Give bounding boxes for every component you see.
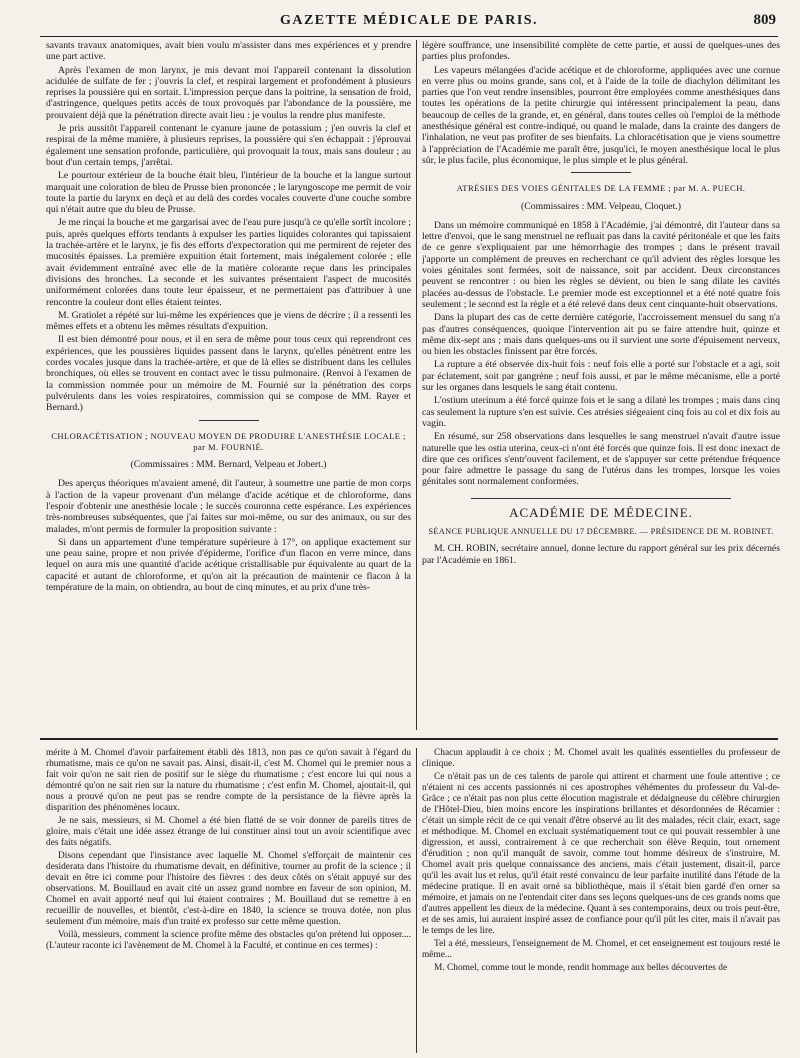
separator bbox=[471, 498, 731, 499]
journal-title: GAZETTE MÉDICALE DE PARIS. bbox=[279, 13, 539, 28]
seance-heading: SÉANCE PUBLIQUE ANNUELLE DU 17 DÉCEMBRE. — PRÉSIDENCE DE M. ROBINET. bbox=[428, 526, 774, 536]
paragraph: légère souffrance, une insensibilité complète de cette partie, et aussi de quelques-unes des parties plus profondes. bbox=[422, 40, 780, 63]
page-number: 809 bbox=[753, 12, 776, 28]
column-bottom-right bbox=[422, 748, 780, 1053]
paragraph: Les vapeurs mélangées d'acide acétique et de chloroforme, appliquées avec une cornue en verre plus ou moins grande, sans col, et à l'aide de la toile de diachylon délimitant les parties que l'on veut rendre insensibles, pourront être employées comme anesthésiques dans toutes les opérations de la petite chirurgie qui intéressent principalement la peau, dans beaucoup de celles de la grande, et, en général, dans toutes celles où l'emploi de la méthode anesthésique général est contre-indiqué, ou quand le malade, dans la crainte des dangers de l'inhalation, ne veut pas profiter de ses bienfaits. La chloracétisation que je viens soumettre à l'appréciation de l'Académie me paraît être, jusqu'ici, le moyen anesthésique local le plus sûr, le plus facile, plus économique, le plus simple et le plus général. bbox=[422, 64, 780, 166]
column-top-right bbox=[422, 40, 780, 730]
paragraph: M. CH. ROBIN, secrétaire annuel, donne lecture du rapport général sur les prix décernés par l'Académie en 1861. bbox=[422, 543, 780, 566]
paragraph: Des aperçus théoriques m'avaient amené, dit l'auteur, à soumettre une partie de mon corps à l'action de la vapeur provenant d'un mélange d'acide acétique et de chloroforme, dans l'espoir d'obtenir une anesthésie locale ; le succès couronna cette espérance. Les expériences très-nombreuses subséquentes, que j'ai faites sur moi-même, ou sur des animaux, ou sur des malades, m'ont permis de formuler la proposition suivante : bbox=[46, 478, 411, 535]
paragraph: Chacun applaudit à ce choix ; M. Chomel avait les qualités essentielles du professeur de clinique. bbox=[422, 748, 780, 769]
section-title: ATRÉSIES DES VOIES GÉNITALES DE LA FEMME ; par M. A. PUECH. bbox=[456, 183, 746, 194]
paragraph: Ce n'était pas un de ces talents de parole qui attirent et charment une foule attentive ; ce n'étaient ni ces accents passionnés ni ces apostrophes véhémentes du professeur du Val-de-Grâce ; ce n'était pas non plus cette élocution magistrale et dédaigneuse du célèbre chirurgien de l'Hôtel-Dieu, bien moins encore les inspirations brillantes et désordonnées de Récamier : c'était un simple récit de ce qui venait d'être observé au lit des malades, récit clair, exact, sage et méthodique. M. Chomel en excluait systématiquement tout ce qui pouvait ressembler à une digression, et aussi, contrairement à ce que recherchait son élève Requin, tout ornement d'érudition ; non qu'il manquât de savoir, comme tout homme désireux de s'instruire, M. Chomel avait pris quelque connaissance des anciens, mais c'était justement, disait-il, parce qu'il les avait lus et relus, qu'il était resté convaincu de leur parfaite inutilité dans l'étude de la médecine pratique. Il en avait orné sa bibliothèque, mais il s'était bien gardé d'en orner sa mémoire, et jamais on ne l'entendait citer dans ses leçons quelques-uns de ces grands noms que d'autres appellent les dieux de la médecine. Quant à ses contemporains, deux ou trois peut-être, et de ses amis, lui auraient inspiré assez de confiance pour qu'il pût les citer, mais il n'avait pas le temps de les lire. bbox=[422, 772, 780, 936]
paragraph: Je pris aussitôt l'appareil contenant le cyanure jaune de potassium ; j'en ouvris la clef et respirai de la même manière, à plusieurs reprises, la poussière qui s'en échappait : j'éprouvai également une sensation profonde, particulière, qui provoquait la toux, mais sans douleur ; au bout d'un certain temps, j'arrêtai. bbox=[46, 123, 411, 168]
section-divider bbox=[40, 738, 778, 740]
paragraph: Le pourtour extérieur de la bouche était bleu, l'intérieur de la bouche et la langue surtout marquait une coloration de bleu de Prusse bien prononcée ; le laryngoscope me permit de voir toute la partie du larynx en deçà et au delà des cordes vocales couverte d'une couche sombre qui n'était autre que du bleu de Prusse. bbox=[46, 170, 411, 216]
paragraph: mérite à M. Chomel d'avoir parfaitement établi dès 1813, non pas ce qu'on savait à l'égard du rhumatisme, mais ce qu'on ne savait pas. Ainsi, disait-il, c'est M. Chomel qui le premier nous a fait voir qu'on ne sait rien de positif sur le siège du rhumatisme ; c'est encore lui qui nous a démontré qu'on ne sait rien sur la nature du rhumatisme ; c'est enfin M. Chomel, ajoutait-il, qui nous a prouvé qu'on ne peut pas se rendre compte de la persistance de la fièvre après la disparition des phénomènes locaux. bbox=[46, 748, 411, 813]
column-divider-bottom bbox=[416, 748, 417, 1053]
page-header bbox=[40, 10, 778, 37]
paragraph: En résumé, sur 258 observations dans lesquelles le sang menstruel n'avait d'autre issue naturelle que les ostia uterina, ceux-ci n'ont été forcés que quinze fois. Il est donc inexact de dire que ces orifices s'entr'ouvent facilement, et de s'appuyer sur cette prétendue fréquence pour faire admettre le passage du sang de l'utérus dans les trompes, lorsque les voies génitales sont normalement conformées. bbox=[422, 431, 780, 488]
paragraph: Je ne sais, messieurs, si M. Chomel a été bien flatté de se voir donner de pareils titres de gloire, mais c'était une idée assez étrange de lui constituer ainsi tout un avoir scientifique avec des faits négatifs. bbox=[46, 816, 411, 848]
paragraph: M. Chomel, comme tout le monde, rendit hommage aux belles découvertes de bbox=[434, 963, 728, 973]
paragraph: savants travaux anatomiques, avait bien voulu m'assister dans mes expériences et y prendre une part active. bbox=[46, 40, 411, 63]
column-bottom-left bbox=[46, 748, 411, 1053]
column-top-left bbox=[46, 40, 411, 730]
paragraph: Après l'examen de mon larynx, je mis devant moi l'appareil contenant la dissolution acidulée de sulfate de fer ; j'ouvris la clef, et respirai largement et profondément à plusieurs reprises la poussière qui en sortait. L'impression perçue dans la poitrine, la sensation de froid, d'astringence, quelques petits accès de toux provoqués par l'abondance de la poussière, me prouvaient déjà que la pénétration directe avait lieu : je voulus la rendre plus manifeste. bbox=[46, 64, 411, 121]
paragraph: Dans la plupart des cas de cette dernière catégorie, l'accroissement mensuel du sang n'a pas d'autres conséquences, quoique l'intervention ait pu se faire attendre huit, quinze et même dix-sept ans ; mais dans quelques-uns ou il survient une sorte d'épuisement nerveux, ou bien les obstacles finissent par être forcés. bbox=[422, 312, 780, 358]
paragraph: M. Gratiolet a répété sur lui-même les expériences que je viens de décrire ; il a ressenti les mêmes effets et a obtenu les mêmes résultats d'expuition. bbox=[46, 309, 411, 333]
paragraph: La rupture a été observée dix-huit fois : neuf fois elle a porté sur l'obstacle et a agi, soit par éclatement, soit par gangrène ; neuf fois aussi, et par le même mécanisme, elle a porté sur les organes dans lesquels le sang était contenu. bbox=[422, 359, 780, 394]
paragraph: Voilà, messieurs, comment la science profite même des obstacles qu'on prétend lui opposer.... (L'auteur raconte ici l'avènement de M. Chomel à la Faculté, et continue en ces termes) : bbox=[46, 930, 411, 951]
paragraph: Dans un mémoire communiqué en 1858 à l'Académie, j'ai démontré, dit l'auteur dans sa lettre d'envoi, que le sang menstruel ne refluait pas dans la cavité péritonéale et que les faits de ce genre s'expliquaient par une hémorrhagie des trompes ; dans le présent travail j'apporte un complément de preuves en recherchant ce qu'il advient des règles lorsque les voies génitales sont fermées, soit de naissance, soit par accident. Deux circonstances peuvent se rencontrer : ou bien les règles se dévient, ou bien le sang dilate les cavités placées au-dessus de l'obstacle. Le premier mode est exceptionnel et a été noté quatre fois seulement ; le second est la règle et a été relevé dans deux cent cinquante-huit observations. bbox=[422, 219, 780, 310]
section-subtitle: (Commissaires : MM. Velpeau, Cloquet.) bbox=[521, 200, 681, 212]
paragraph: Tel a été, messieurs, l'enseignement de M. Chomel, et cet enseignement est toujours resté le même... bbox=[422, 939, 780, 960]
paragraph: Je me rinçai la bouche et me gargarisai avec de l'eau pure jusqu'à ce qu'elle sortît incolore ; puis, après quelques efforts tendants à expulser les parties liquides colorantes qui tapissaient la trachée-artère et le larynx, je fis des efforts d'expectoration qui me permirent de rejeter des mucosités épaisses. La première expuition était fortement, mais inégalement colorée ; elle avait évidemment entraîné avec elle de la matière colorante reçue dans les principales divisions des bronches. La seconde et les suivantes présentaient l'aspect de mucosités uniformément colorées dans toute leur épaisseur, et ne permettaient pas d'attribuer à une rencontre la couleur dont elles étaient teintes. bbox=[46, 217, 411, 308]
paragraph: L'ostium uterinum a été forcé quinze fois et le sang a dilaté les trompes ; mais dans cinq cas seulement la rupture s'en est suivie. Ces atrésies siégeaient cinq fois au col et dix fois au vagin. bbox=[422, 395, 780, 429]
section-title: CHLORACÉTISATION ; NOUVEAU MOYEN DE PRODUIRE L'ANESTHÉSIE LOCALE ; par M. FOURNIÉ. bbox=[51, 430, 406, 452]
paragraph: Si dans un appartement d'une température supérieure à 17°, on applique exactement sur une peau saine, propre et non privée d'épiderme, l'orifice d'un flacon en verre mince, dans lequel on aura mis une quantité d'acide acétique cristallisable pur équivalente au quart de la capacité et autant de chloroforme, et qu'on ait la précaution de maintenir ce flacon à la température de la main, on obtiendra, au bout de cinq minutes, et au prix d'une très- bbox=[46, 536, 411, 594]
paragraph: Il est bien démontré pour nous, et il en sera de même pour tous ceux qui reprendront ces expériences, que les poussières liquides passent dans le larynx, qu'elles pénètrent entre les cordes vocales jusque dans la trachée-artère, et que de là elles se distribuent dans les cellules bronchiques, où elles se trouvent en contact avec le tissu pulmonaire. (Renvoi à l'examen de la commission nommée pour un mémoire de M. Fournié sur la pénétration des corps pulvérulents dans les voies respiratoires, commission qui se compose de MM. Rayer et Bernard.) bbox=[46, 334, 411, 414]
paragraph: Disons cependant que l'insistance avec laquelle M. Chomel s'efforçait de maintenir ces desiderata dans l'histoire du rhumatisme devait, en définitive, tourner au profit de la science ; il devait en être ici comme pour l'histoire des fièvres : des deux côtés on s'était appuyé sur des observations. M. Bouillaud en avait cité un assez grand nombre en faveur de son opinion, M. Chomel en avait apporté neuf qui lui étaient contraires ; M. Bouillaud dut se remettre à en recueillir de nouvelles, et bientôt, c'est-à-dire en 1840, la science se trouva dotée, non plus seulement d'un mémoire, mais d'un traité ex professo sur cette même question. bbox=[46, 851, 411, 927]
section-subtitle: (Commissaires : MM. Bernard, Velpeau et Jobert.) bbox=[130, 459, 327, 471]
column-divider-top bbox=[416, 40, 417, 730]
separator bbox=[199, 420, 259, 421]
academie-heading: ACADÉMIE DE MÉDECINE. bbox=[509, 504, 693, 520]
separator bbox=[571, 172, 631, 173]
